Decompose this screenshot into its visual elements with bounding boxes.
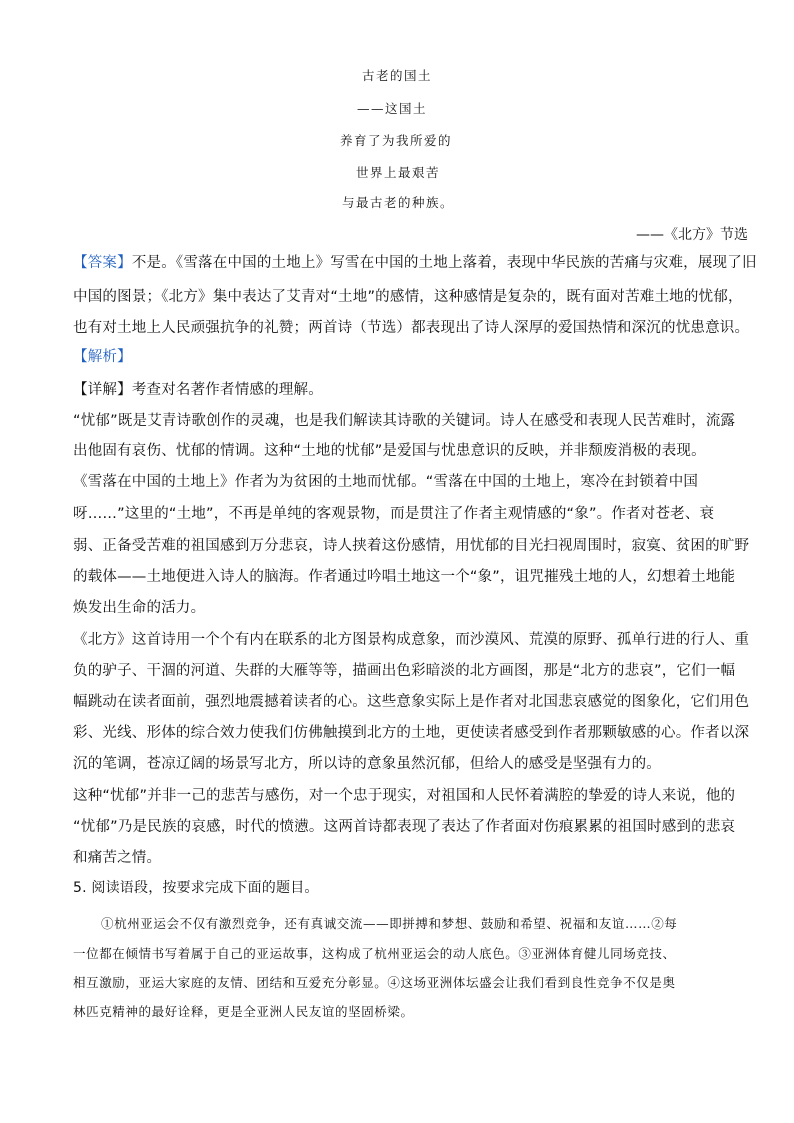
- analysis-line-1: “忧郁”既是艾青诗歌创作的灵魂，也是我们解读其诗歌的关键词。诗人在感受和表现人民苦难时，流露: [73, 413, 736, 429]
- analysis-line-12: 沉的笔调，苍凉辽阔的场景写北方，所以诗的意象虽然沉郁，但给人的感受是坚强有力的。: [73, 756, 661, 772]
- analysis-line-9: 负的驴子、干涸的河道、失群的大雁等等，描画出色彩暗淡的北方画图，那是“北方的悲哀”，它们一幅: [73, 663, 736, 679]
- poem-line-4: 世界上最艰苦: [356, 165, 441, 180]
- answer-text-1: 不是。《雪落在中国的土地上》写雪在中国的土地上落着，表现中华民族的苦痛与灾难，展现了旧: [131, 255, 757, 271]
- analysis-line-2: 出他固有哀伤、忧郁的情调。这种“土地的忧郁”是爱国与忧患意识的反映，并非颓废消极的表现。: [73, 443, 706, 459]
- detail-text: 考查对名著作者情感的理解。: [131, 382, 323, 398]
- poem-line-3: 养育了为我所爱的: [340, 133, 453, 148]
- analysis-line-7: 焕发出生命的活力。: [73, 600, 206, 616]
- detail-tag: 【详解】: [73, 382, 132, 398]
- question-5-line-4: 林匹克精神的最好诠释，更是全亚洲人民友谊的坚固桥梁。: [73, 1004, 414, 1019]
- poem-source: ——《北方》节选: [636, 227, 748, 243]
- poem-line-2: ——这国土: [357, 101, 428, 116]
- detail-line: [73, 380, 323, 400]
- question-5-line-3: 相互激励，亚运大家庭的友情、团结和互爱充分彰显。④这场亚洲体坛盛会让我们看到良性竞争不仅是奥: [73, 975, 676, 990]
- answer-line-3: 也有对土地上人民顽强抗争的礼赞；两首诗（节选）都表现出了诗人深厚的爱国热情和深沉的忧患意识。: [73, 320, 750, 336]
- answer-tag: 【答案】: [73, 255, 132, 271]
- answer-line-2: 中国的图景；《北方》集中表达了艾青对“土地”的感情，这种感情是复杂的，既有面对苦难土地的忧郁，: [73, 289, 743, 305]
- analysis-line-5: 弱、正备受苦难的祖国感到万分悲哀，诗人挟着这份感情，用忧郁的目光扫视周围时，寂寞、贫困的旷野: [73, 538, 750, 554]
- poem-line-1: 古老的国土: [362, 68, 433, 83]
- analysis-line-4: 呀……”这里的“土地”，不再是单纯的客观景物，而是贯注了作者主观情感的“象”。作者对苍老、衰: [73, 506, 715, 522]
- answer-line-1: [73, 253, 757, 273]
- analysis-tag: 【解析】: [73, 349, 132, 365]
- question-5-title: 5. 阅读语段，按要求完成下面的题目。: [73, 880, 319, 896]
- analysis-line-10: 幅跳动在读者面前，强烈地震撼着读者的心。这些意象实际上是作者对北国悲哀感觉的图象化，它们用色: [73, 694, 750, 710]
- analysis-line-11: 彩、光线、形体的综合效力使我们仿佛触摸到北方的土地，更使读者感受到作者那颗敏感的心。作者以深: [73, 725, 750, 741]
- analysis-line-14: “忧郁”乃是民族的哀感，时代的愤懑。这两首诗都表现了表达了作者面对伤痕累累的祖国时感到的悲哀: [73, 819, 736, 835]
- question-5-line-2: 一位都在倾情书写着属于自己的亚运故事，这构成了杭州亚运会的动人底色。③亚洲体育健儿同场竞技、: [73, 946, 676, 961]
- analysis-line-13: 这种“忧郁”并非一己的悲苦与感伤，对一个忠于现实，对祖国和人民怀着满腔的挚爱的诗人来说，他的: [73, 788, 736, 804]
- analysis-line-3: 《雪落在中国的土地上》作者为为贫困的土地而忧郁。“雪落在中国的土地上，寒冷在封锁着中国: [73, 474, 699, 490]
- analysis-line-8: 《北方》这首诗用一个个有内在联系的北方图景构成意象，而沙漠风、荒漠的原野、孤单行进的行人、重: [73, 632, 750, 648]
- question-5-line-1: ①杭州亚运会不仅有激烈竞争，还有真诚交流——即拼搏和梦想、鼓励和希望、祝福和友谊……②每: [101, 916, 678, 931]
- analysis-line-15: 和痛苦之情。: [73, 850, 162, 866]
- poem-line-5: 与最古老的种族。: [342, 195, 455, 210]
- analysis-line-6: 的载体——土地便进入诗人的脑海。作者通过吟唱土地这一个“象”，诅咒摧残土地的人，幻想着土地能: [73, 569, 736, 585]
